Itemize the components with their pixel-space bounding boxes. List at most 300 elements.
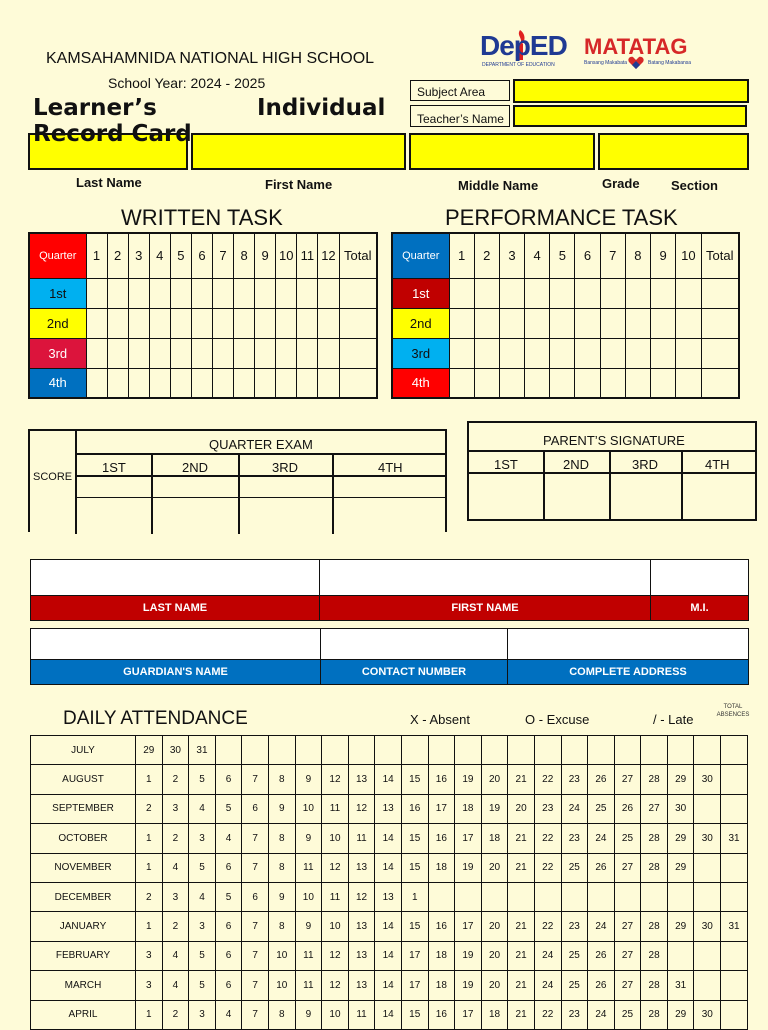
attendance-day-cell[interactable] [694,794,721,823]
attendance-day-cell[interactable]: 17 [455,912,482,941]
attendance-day-cell[interactable]: 24 [561,794,588,823]
attendance-day-cell[interactable] [641,736,668,765]
attendance-day-cell[interactable]: 1 [136,765,163,794]
attendance-day-cell[interactable]: 8 [268,765,295,794]
attendance-day-cell[interactable]: 10 [322,1000,349,1029]
pt-score-cell[interactable] [676,278,701,308]
attendance-day-cell[interactable]: 26 [588,765,615,794]
pt-score-cell[interactable] [474,278,499,308]
attendance-day-cell[interactable]: 27 [614,971,641,1000]
wt-score-cell[interactable] [149,338,170,368]
attendance-day-cell[interactable]: 18 [428,853,455,882]
attendance-day-cell[interactable]: 9 [295,824,322,853]
attendance-day-cell[interactable]: 28 [641,765,668,794]
guardian-name-input[interactable] [31,629,321,660]
attendance-day-cell[interactable]: 30 [694,912,721,941]
attendance-day-cell[interactable]: 23 [561,1000,588,1029]
attendance-day-cell[interactable]: 14 [375,824,402,853]
attendance-day-cell[interactable]: 15 [401,765,428,794]
wt-score-cell[interactable] [212,368,233,398]
wt-score-cell[interactable] [339,368,377,398]
attendance-day-cell[interactable]: 5 [189,971,216,1000]
attendance-day-cell[interactable]: 11 [295,941,322,970]
attendance-day-cell[interactable]: 29 [667,1000,694,1029]
attendance-day-cell[interactable]: 20 [481,853,508,882]
wt-score-cell[interactable] [86,278,107,308]
attendance-day-cell[interactable]: 5 [189,765,216,794]
attendance-day-cell[interactable] [534,882,561,911]
pt-score-cell[interactable] [701,338,739,368]
wt-score-cell[interactable] [255,338,276,368]
attendance-day-cell[interactable]: 5 [189,941,216,970]
attendance-day-cell[interactable]: 17 [455,1000,482,1029]
attendance-day-cell[interactable] [694,882,721,911]
attendance-day-cell[interactable]: 18 [428,941,455,970]
pt-score-cell[interactable] [625,278,650,308]
attendance-day-cell[interactable]: 13 [348,941,375,970]
wt-score-cell[interactable] [276,308,297,338]
attendance-day-cell[interactable]: 25 [614,1000,641,1029]
attendance-day-cell[interactable]: 7 [242,971,269,1000]
attendance-day-cell[interactable] [375,736,402,765]
attendance-day-cell[interactable] [614,882,641,911]
pt-score-cell[interactable] [625,338,650,368]
attendance-day-cell[interactable] [481,882,508,911]
attendance-day-cell[interactable]: 20 [508,794,535,823]
attendance-day-cell[interactable]: 15 [401,853,428,882]
wt-score-cell[interactable] [297,278,318,308]
attendance-day-cell[interactable] [534,736,561,765]
pt-score-cell[interactable] [525,278,550,308]
attendance-day-cell[interactable]: 3 [189,912,216,941]
subject-area-field[interactable] [513,79,749,103]
attendance-day-cell[interactable]: 7 [242,824,269,853]
pt-score-cell[interactable] [701,278,739,308]
attendance-day-cell[interactable]: 16 [401,794,428,823]
attendance-day-cell[interactable]: 2 [162,1000,189,1029]
attendance-day-cell[interactable]: 29 [667,765,694,794]
wt-score-cell[interactable] [128,368,149,398]
attendance-day-cell[interactable]: 23 [561,765,588,794]
wt-score-cell[interactable] [276,338,297,368]
pt-score-cell[interactable] [449,278,474,308]
attendance-day-cell[interactable]: 30 [667,794,694,823]
wt-score-cell[interactable] [318,278,339,308]
attendance-day-cell[interactable]: 4 [189,882,216,911]
attendance-day-cell[interactable] [694,853,721,882]
attendance-day-cell[interactable]: 16 [428,912,455,941]
attendance-day-cell[interactable]: 27 [614,941,641,970]
teacher-name-field[interactable] [513,105,747,127]
attendance-day-cell[interactable] [401,736,428,765]
pt-score-cell[interactable] [550,338,575,368]
wt-score-cell[interactable] [318,338,339,368]
attendance-day-cell[interactable]: 9 [295,765,322,794]
pt-score-cell[interactable] [600,338,625,368]
attendance-day-cell[interactable]: 31 [667,971,694,1000]
learner-first-name-input[interactable] [320,560,651,596]
attendance-day-cell[interactable]: 2 [136,794,163,823]
attendance-day-cell[interactable]: 25 [614,824,641,853]
attendance-day-cell[interactable]: 8 [268,853,295,882]
attendance-day-cell[interactable]: 29 [667,853,694,882]
pt-score-cell[interactable] [575,368,600,398]
attendance-day-cell[interactable]: 13 [375,794,402,823]
attendance-day-cell[interactable] [215,736,242,765]
attendance-day-cell[interactable]: 9 [268,882,295,911]
pt-score-cell[interactable] [651,338,676,368]
attendance-day-cell[interactable]: 19 [455,941,482,970]
attendance-day-cell[interactable]: 13 [348,912,375,941]
attendance-day-cell[interactable]: 15 [401,1000,428,1029]
wt-score-cell[interactable] [149,368,170,398]
pt-score-cell[interactable] [600,278,625,308]
pt-score-cell[interactable] [676,308,701,338]
attendance-day-cell[interactable]: 8 [268,824,295,853]
attendance-day-cell[interactable]: 2 [136,882,163,911]
attendance-day-cell[interactable]: 25 [561,971,588,1000]
pt-score-cell[interactable] [575,338,600,368]
attendance-day-cell[interactable] [721,971,748,1000]
pt-score-cell[interactable] [651,278,676,308]
attendance-day-cell[interactable]: 11 [295,853,322,882]
attendance-day-cell[interactable] [348,736,375,765]
attendance-day-cell[interactable]: 3 [189,824,216,853]
attendance-day-cell[interactable]: 10 [268,971,295,1000]
pt-score-cell[interactable] [651,368,676,398]
attendance-day-cell[interactable]: 17 [401,971,428,1000]
attendance-day-cell[interactable]: 28 [641,1000,668,1029]
attendance-day-cell[interactable]: 16 [428,824,455,853]
attendance-day-cell[interactable]: 8 [268,1000,295,1029]
attendance-day-cell[interactable]: 2 [162,824,189,853]
attendance-day-cell[interactable]: 7 [242,853,269,882]
attendance-day-cell[interactable]: 26 [588,853,615,882]
attendance-day-cell[interactable]: 27 [614,853,641,882]
attendance-day-cell[interactable]: 9 [295,912,322,941]
wt-score-cell[interactable] [107,308,128,338]
wt-score-cell[interactable] [107,368,128,398]
wt-score-cell[interactable] [128,338,149,368]
attendance-day-cell[interactable]: 12 [322,765,349,794]
attendance-day-cell[interactable]: 22 [534,824,561,853]
attendance-day-cell[interactable]: 28 [641,912,668,941]
attendance-day-cell[interactable]: 6 [215,941,242,970]
attendance-day-cell[interactable]: 9 [268,794,295,823]
attendance-day-cell[interactable]: 30 [694,824,721,853]
attendance-day-cell[interactable]: 21 [508,912,535,941]
pt-score-cell[interactable] [550,278,575,308]
attendance-day-cell[interactable] [508,882,535,911]
wt-score-cell[interactable] [170,278,191,308]
attendance-day-cell[interactable] [481,736,508,765]
attendance-day-cell[interactable]: 23 [561,824,588,853]
first-name-field[interactable] [191,133,406,170]
attendance-day-cell[interactable]: 4 [189,794,216,823]
attendance-day-cell[interactable]: 19 [481,794,508,823]
attendance-day-cell[interactable]: 13 [375,882,402,911]
wt-score-cell[interactable] [339,278,377,308]
wt-score-cell[interactable] [149,308,170,338]
pt-score-cell[interactable] [701,308,739,338]
attendance-day-cell[interactable]: 23 [534,794,561,823]
wt-score-cell[interactable] [86,368,107,398]
attendance-day-cell[interactable]: 22 [534,912,561,941]
attendance-day-cell[interactable]: 27 [614,912,641,941]
attendance-day-cell[interactable]: 19 [455,765,482,794]
attendance-day-cell[interactable]: 16 [428,765,455,794]
attendance-day-cell[interactable]: 14 [375,765,402,794]
pt-score-cell[interactable] [550,368,575,398]
attendance-day-cell[interactable] [561,736,588,765]
attendance-day-cell[interactable]: 4 [162,853,189,882]
wt-score-cell[interactable] [212,308,233,338]
attendance-day-cell[interactable]: 6 [215,853,242,882]
pt-score-cell[interactable] [449,338,474,368]
attendance-day-cell[interactable]: 17 [428,794,455,823]
attendance-day-cell[interactable] [428,882,455,911]
attendance-day-cell[interactable]: 21 [508,824,535,853]
attendance-day-cell[interactable]: 4 [162,971,189,1000]
attendance-day-cell[interactable] [268,736,295,765]
attendance-day-cell[interactable]: 25 [561,941,588,970]
attendance-day-cell[interactable]: 18 [481,824,508,853]
pt-score-cell[interactable] [676,338,701,368]
attendance-day-cell[interactable] [721,853,748,882]
attendance-day-cell[interactable]: 14 [375,971,402,1000]
pt-score-cell[interactable] [701,368,739,398]
attendance-day-cell[interactable]: 15 [401,912,428,941]
attendance-day-cell[interactable]: 17 [401,941,428,970]
contact-number-input[interactable] [321,629,508,660]
attendance-day-cell[interactable]: 21 [508,971,535,1000]
wt-score-cell[interactable] [234,338,255,368]
attendance-day-cell[interactable]: 14 [375,853,402,882]
attendance-day-cell[interactable] [721,1000,748,1029]
wt-score-cell[interactable] [234,278,255,308]
attendance-day-cell[interactable]: 29 [136,736,163,765]
attendance-day-cell[interactable]: 29 [667,824,694,853]
attendance-day-cell[interactable]: 3 [162,794,189,823]
attendance-day-cell[interactable]: 11 [322,882,349,911]
wt-score-cell[interactable] [339,338,377,368]
pt-score-cell[interactable] [676,368,701,398]
attendance-day-cell[interactable]: 20 [481,941,508,970]
wt-score-cell[interactable] [107,338,128,368]
wt-score-cell[interactable] [191,308,212,338]
attendance-day-cell[interactable]: 14 [375,1000,402,1029]
attendance-day-cell[interactable] [721,736,748,765]
attendance-day-cell[interactable]: 6 [215,912,242,941]
attendance-day-cell[interactable]: 27 [614,765,641,794]
wt-score-cell[interactable] [191,278,212,308]
attendance-day-cell[interactable]: 9 [295,1000,322,1029]
attendance-day-cell[interactable] [667,941,694,970]
attendance-day-cell[interactable]: 5 [215,882,242,911]
attendance-day-cell[interactable] [508,736,535,765]
attendance-day-cell[interactable]: 12 [322,941,349,970]
attendance-day-cell[interactable]: 3 [162,882,189,911]
pt-score-cell[interactable] [600,308,625,338]
attendance-day-cell[interactable]: 21 [508,1000,535,1029]
learner-last-name-input[interactable] [31,560,320,596]
attendance-day-cell[interactable]: 13 [348,971,375,1000]
attendance-day-cell[interactable]: 13 [348,853,375,882]
middle-name-field[interactable] [409,133,595,170]
attendance-day-cell[interactable]: 26 [588,941,615,970]
attendance-day-cell[interactable]: 5 [189,853,216,882]
attendance-day-cell[interactable]: 19 [455,971,482,1000]
attendance-day-cell[interactable]: 7 [242,912,269,941]
wt-score-cell[interactable] [212,338,233,368]
attendance-day-cell[interactable]: 31 [189,736,216,765]
pt-score-cell[interactable] [474,308,499,338]
attendance-day-cell[interactable]: 10 [295,882,322,911]
attendance-day-cell[interactable]: 6 [215,765,242,794]
attendance-day-cell[interactable]: 11 [348,1000,375,1029]
attendance-day-cell[interactable]: 18 [428,971,455,1000]
wt-score-cell[interactable] [297,368,318,398]
attendance-day-cell[interactable]: 28 [641,941,668,970]
attendance-day-cell[interactable]: 28 [641,824,668,853]
attendance-day-cell[interactable]: 31 [721,912,748,941]
wt-score-cell[interactable] [212,278,233,308]
attendance-day-cell[interactable]: 12 [348,882,375,911]
wt-score-cell[interactable] [170,368,191,398]
attendance-day-cell[interactable]: 11 [295,971,322,1000]
attendance-day-cell[interactable] [455,736,482,765]
attendance-day-cell[interactable]: 26 [588,971,615,1000]
attendance-day-cell[interactable]: 21 [508,765,535,794]
attendance-day-cell[interactable] [694,736,721,765]
attendance-day-cell[interactable]: 6 [242,882,269,911]
attendance-day-cell[interactable]: 3 [189,1000,216,1029]
attendance-day-cell[interactable]: 14 [375,941,402,970]
attendance-day-cell[interactable]: 10 [322,824,349,853]
attendance-day-cell[interactable]: 6 [215,971,242,1000]
attendance-day-cell[interactable] [455,882,482,911]
wt-score-cell[interactable] [255,278,276,308]
wt-score-cell[interactable] [234,308,255,338]
pt-score-cell[interactable] [499,368,524,398]
wt-score-cell[interactable] [339,308,377,338]
attendance-day-cell[interactable]: 28 [641,971,668,1000]
attendance-day-cell[interactable]: 28 [641,853,668,882]
wt-score-cell[interactable] [318,368,339,398]
attendance-day-cell[interactable]: 27 [641,794,668,823]
pt-score-cell[interactable] [625,308,650,338]
attendance-day-cell[interactable]: 24 [588,824,615,853]
wt-score-cell[interactable] [149,278,170,308]
attendance-day-cell[interactable] [694,941,721,970]
pt-score-cell[interactable] [499,308,524,338]
attendance-day-cell[interactable]: 7 [242,765,269,794]
attendance-day-cell[interactable]: 8 [268,912,295,941]
attendance-day-cell[interactable]: 31 [721,824,748,853]
attendance-day-cell[interactable]: 10 [268,941,295,970]
attendance-day-cell[interactable]: 30 [694,1000,721,1029]
wt-score-cell[interactable] [170,338,191,368]
wt-score-cell[interactable] [234,368,255,398]
attendance-day-cell[interactable]: 25 [588,794,615,823]
attendance-day-cell[interactable] [561,882,588,911]
attendance-day-cell[interactable]: 4 [162,941,189,970]
attendance-day-cell[interactable]: 3 [136,971,163,1000]
attendance-day-cell[interactable] [721,794,748,823]
attendance-day-cell[interactable] [242,736,269,765]
attendance-day-cell[interactable]: 30 [162,736,189,765]
attendance-day-cell[interactable] [721,882,748,911]
attendance-day-cell[interactable]: 11 [322,794,349,823]
attendance-day-cell[interactable]: 24 [534,971,561,1000]
pt-score-cell[interactable] [525,338,550,368]
pt-score-cell[interactable] [600,368,625,398]
attendance-day-cell[interactable]: 4 [215,1000,242,1029]
attendance-day-cell[interactable]: 7 [242,941,269,970]
attendance-day-cell[interactable] [295,736,322,765]
pt-score-cell[interactable] [499,338,524,368]
wt-score-cell[interactable] [191,338,212,368]
attendance-day-cell[interactable]: 11 [348,824,375,853]
attendance-day-cell[interactable]: 16 [428,1000,455,1029]
attendance-day-cell[interactable] [721,765,748,794]
attendance-day-cell[interactable]: 22 [534,765,561,794]
attendance-day-cell[interactable] [667,736,694,765]
attendance-day-cell[interactable]: 21 [508,853,535,882]
attendance-day-cell[interactable] [721,941,748,970]
attendance-day-cell[interactable]: 21 [508,941,535,970]
attendance-day-cell[interactable]: 1 [136,853,163,882]
pt-score-cell[interactable] [525,308,550,338]
attendance-day-cell[interactable]: 18 [481,1000,508,1029]
attendance-day-cell[interactable]: 20 [481,971,508,1000]
attendance-day-cell[interactable]: 24 [588,1000,615,1029]
attendance-day-cell[interactable]: 2 [162,765,189,794]
wt-score-cell[interactable] [86,338,107,368]
attendance-day-cell[interactable]: 30 [694,765,721,794]
wt-score-cell[interactable] [107,278,128,308]
attendance-day-cell[interactable]: 20 [481,912,508,941]
pt-score-cell[interactable] [449,308,474,338]
wt-score-cell[interactable] [170,308,191,338]
wt-score-cell[interactable] [86,308,107,338]
attendance-day-cell[interactable]: 26 [614,794,641,823]
learner-mi-input[interactable] [651,560,749,596]
attendance-day-cell[interactable]: 19 [455,853,482,882]
attendance-day-cell[interactable]: 22 [534,853,561,882]
attendance-day-cell[interactable] [322,736,349,765]
attendance-day-cell[interactable]: 15 [401,824,428,853]
attendance-day-cell[interactable]: 25 [561,853,588,882]
attendance-day-cell[interactable]: 24 [534,941,561,970]
attendance-day-cell[interactable]: 1 [136,824,163,853]
attendance-day-cell[interactable]: 12 [322,853,349,882]
pt-score-cell[interactable] [625,368,650,398]
wt-score-cell[interactable] [128,278,149,308]
pt-score-cell[interactable] [499,278,524,308]
pt-score-cell[interactable] [651,308,676,338]
attendance-day-cell[interactable]: 10 [322,912,349,941]
wt-score-cell[interactable] [255,308,276,338]
pt-score-cell[interactable] [575,278,600,308]
attendance-day-cell[interactable]: 12 [348,794,375,823]
pt-score-cell[interactable] [449,368,474,398]
pt-score-cell[interactable] [550,308,575,338]
attendance-day-cell[interactable]: 22 [534,1000,561,1029]
wt-score-cell[interactable] [191,368,212,398]
attendance-day-cell[interactable]: 23 [561,912,588,941]
attendance-day-cell[interactable]: 20 [481,765,508,794]
